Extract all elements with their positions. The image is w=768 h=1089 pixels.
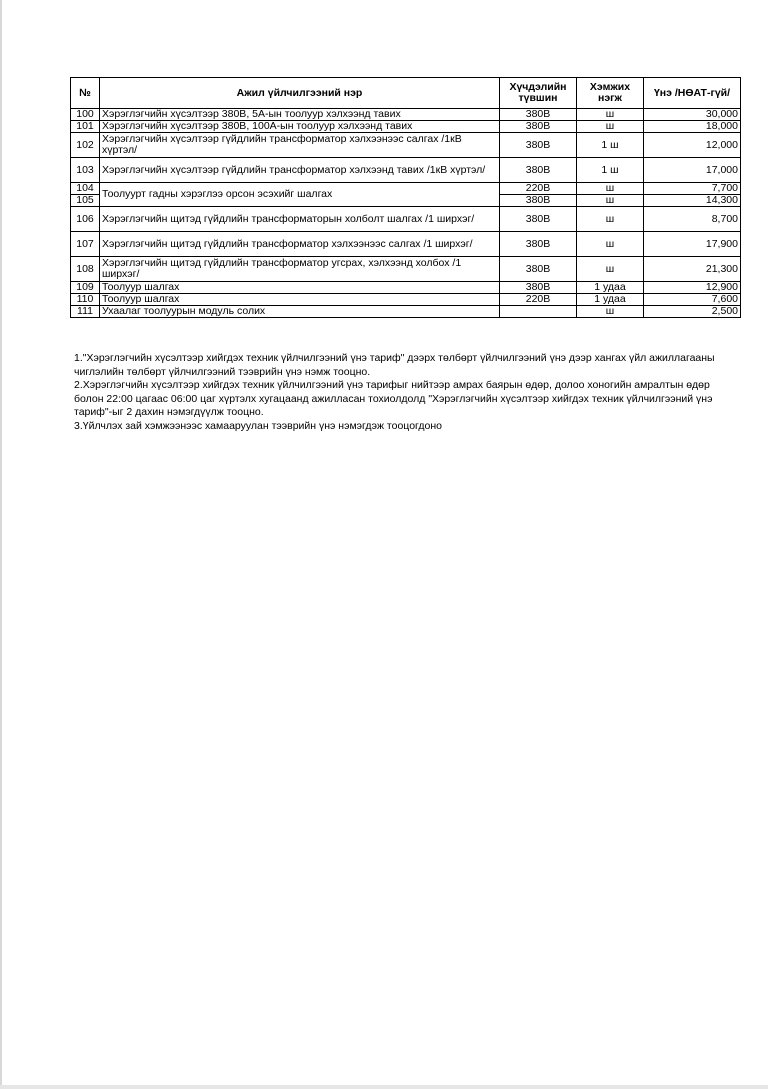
row-number: 107 (71, 232, 100, 257)
row-voltage: 380В (500, 133, 577, 158)
row-service-name: Тоолуур шалгах (100, 282, 500, 294)
notes-block (74, 352, 740, 433)
row-number: 102 (71, 133, 100, 158)
table-row (71, 294, 741, 306)
row-service-name: Хэрэглэгчийн хүсэлтээр гүйдлийн трансформатор хэлхээнд тавих /1кВ хүртэл/ (100, 158, 500, 183)
row-service-name: Хэрэглэгчийн щитэд гүйдлийн трансформатор угсрах, хэлхээнд холбох /1 ширхэг/ (100, 257, 500, 282)
row-voltage (500, 306, 577, 318)
row-price: 17,900 (644, 232, 741, 257)
row-unit: ш (577, 207, 644, 232)
header-unit: Хэмжих нэгж (577, 78, 644, 109)
row-number: 109 (71, 282, 100, 294)
note-2: 2.Хэрэглэгчийн хүсэлтээр хийгдэх техник үйлчилгээний үнэ тарифыг нийтээр амрах баярын өдөр, долоо хоногийн амралтын өдөр болон 22:00 цагаас 06:00 цаг хүртэлх хугацаанд ажилласан тохиолдолд "Хэрэглэгчийн хүсэлтээр хийгдэх техник үйлчилгээний үнэ тариф"-ыг 2 дахин нэмэгдүүлж тооцно. (74, 379, 713, 418)
row-unit: ш (577, 109, 644, 121)
note-1: 1."Хэрэглэгчийн хүсэлтээр хийгдэх техник үйлчилгээний үнэ тариф" дээрх төлбөрт үйлчилгээний үнэ дээр хангах үйл ажиллагааны чиглэлийн төлбөрт үйлчилгээний тээврийн үнэ нэмж тооцно. (74, 352, 715, 378)
row-service-name: Ухаалаг тоолуурын модуль солих (100, 306, 500, 318)
row-voltage: 380В (500, 121, 577, 133)
row-service-name: Тоолуурт гадны хэрэглээ орсон эсэхийг шалгах (100, 183, 500, 207)
row-voltage: 380В (500, 109, 577, 121)
row-price: 12,000 (644, 133, 741, 158)
row-voltage: 380В (500, 257, 577, 282)
scan-edge-left (0, 0, 2, 1089)
row-number: 108 (71, 257, 100, 282)
scan-edge-bottom (0, 1085, 768, 1089)
row-number: 110 (71, 294, 100, 306)
row-voltage: 220В (500, 294, 577, 306)
row-price: 21,300 (644, 257, 741, 282)
row-voltage: 220В (500, 183, 577, 195)
row-unit: 1 ш (577, 133, 644, 158)
row-price: 12,900 (644, 282, 741, 294)
header-no: № (71, 78, 100, 109)
tariff-table (70, 77, 741, 318)
row-service-name: Хэрэглэгчийн щитэд гүйдлийн трансформатор хэлхээнээс салгах /1 ширхэг/ (100, 232, 500, 257)
table-row (71, 232, 741, 257)
row-voltage: 380В (500, 158, 577, 183)
table-row (71, 183, 741, 195)
row-unit: 1 удаа (577, 282, 644, 294)
row-service-name: Хэрэглэгчийн хүсэлтээр гүйдлийн трансформатор хэлхээнээс салгах /1кВ хүртэл/ (100, 133, 500, 158)
row-price: 17,000 (644, 158, 741, 183)
row-number: 111 (71, 306, 100, 318)
row-price: 30,000 (644, 109, 741, 121)
row-voltage: 380В (500, 195, 577, 207)
row-service-name: Хэрэглэгчийн хүсэлтээр 380В, 100А-ын тоолуур хэлхээнд тавих (100, 121, 500, 133)
table-row (71, 207, 741, 232)
row-number: 101 (71, 121, 100, 133)
table-header-row (71, 78, 741, 109)
row-number: 103 (71, 158, 100, 183)
row-unit: ш (577, 257, 644, 282)
row-number: 105 (71, 195, 100, 207)
header-name: Ажил үйлчилгээний нэр (100, 78, 500, 109)
row-unit: ш (577, 183, 644, 195)
row-service-name: Хэрэглэгчийн хүсэлтээр 380В, 5А-ын тоолуур хэлхээнд тавих (100, 109, 500, 121)
row-price: 14,300 (644, 195, 741, 207)
row-voltage: 380В (500, 282, 577, 294)
row-service-name: Хэрэглэгчийн щитэд гүйдлийн трансформаторын холболт шалгах /1 ширхэг/ (100, 207, 500, 232)
row-price: 2,500 (644, 306, 741, 318)
row-number: 104 (71, 183, 100, 195)
table-row (71, 306, 741, 318)
row-number: 106 (71, 207, 100, 232)
row-voltage: 380В (500, 232, 577, 257)
row-service-name: Тоолуур шалгах (100, 294, 500, 306)
row-unit: 1 ш (577, 158, 644, 183)
header-voltage: Хүчдэлийн түвшин (500, 78, 577, 109)
table-row (71, 257, 741, 282)
row-price: 7,700 (644, 183, 741, 195)
header-price: Үнэ /НӨАТ-гүй/ (644, 78, 741, 109)
row-price: 7,600 (644, 294, 741, 306)
note-3: 3.Үйлчлэх зай хэмжээнээс хамааруулан тээврийн үнэ нэмэгдэж тооцогдоно (74, 419, 443, 432)
table-row (71, 121, 741, 133)
row-unit: ш (577, 195, 644, 207)
row-price: 8,700 (644, 207, 741, 232)
table-row (71, 109, 741, 121)
table-row (71, 282, 741, 294)
table-row (71, 133, 741, 158)
row-unit: ш (577, 306, 644, 318)
row-unit: ш (577, 121, 644, 133)
row-number: 100 (71, 109, 100, 121)
row-price: 18,000 (644, 121, 741, 133)
row-voltage: 380В (500, 207, 577, 232)
row-unit: ш (577, 232, 644, 257)
row-unit: 1 удаа (577, 294, 644, 306)
table-row (71, 158, 741, 183)
